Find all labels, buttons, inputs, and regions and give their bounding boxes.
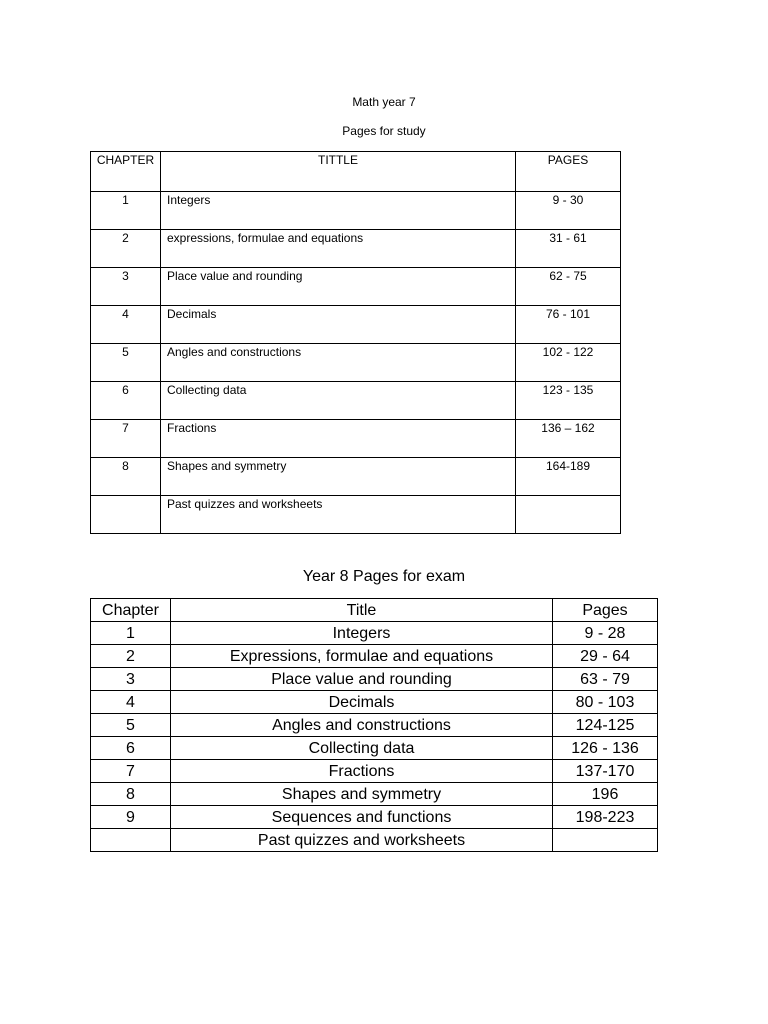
pages-cell: 62 - 75 — [516, 268, 621, 306]
title-cell: Collecting data — [171, 737, 553, 760]
year8-table — [90, 598, 658, 852]
table-row — [91, 622, 658, 645]
title-cell: Decimals — [161, 306, 516, 344]
title-cell: Past quizzes and worksheets — [161, 496, 516, 534]
chapter-cell: 9 — [91, 806, 171, 829]
pages-cell: 136 – 162 — [516, 420, 621, 458]
chapter-cell: 7 — [91, 420, 161, 458]
pages-cell — [553, 829, 658, 852]
chapter-cell: 6 — [91, 737, 171, 760]
chapter-cell: 4 — [91, 306, 161, 344]
year8-header-title: Title — [171, 599, 553, 622]
table-row — [91, 230, 621, 268]
title-cell: Sequences and functions — [171, 806, 553, 829]
title-cell: Place value and rounding — [171, 668, 553, 691]
table-row — [91, 668, 658, 691]
year7-subtitle: Pages for study — [342, 124, 426, 138]
chapter-cell — [91, 829, 171, 852]
table-row — [91, 714, 658, 737]
title-cell: Collecting data — [161, 382, 516, 420]
year8-header-chapter: Chapter — [91, 599, 171, 622]
table-row — [91, 645, 658, 668]
year7-header-title: TITTLE — [161, 152, 516, 192]
table-row — [91, 268, 621, 306]
pages-cell: 196 — [553, 783, 658, 806]
pages-cell: 63 - 79 — [553, 668, 658, 691]
chapter-cell: 3 — [91, 668, 171, 691]
table-row — [91, 737, 658, 760]
table-row — [91, 458, 621, 496]
table-row — [91, 192, 621, 230]
pages-cell: 137-170 — [553, 760, 658, 783]
title-cell: Place value and rounding — [161, 268, 516, 306]
pages-cell: 76 - 101 — [516, 306, 621, 344]
title-cell: Shapes and symmetry — [171, 783, 553, 806]
year7-header-chapter: CHAPTER — [91, 152, 161, 192]
pages-cell — [516, 496, 621, 534]
table-row — [91, 496, 621, 534]
year8-header-pages: Pages — [553, 599, 658, 622]
pages-cell: 29 - 64 — [553, 645, 658, 668]
title-cell: Shapes and symmetry — [161, 458, 516, 496]
title-cell: Angles and constructions — [171, 714, 553, 737]
chapter-cell: 5 — [91, 344, 161, 382]
pages-cell: 31 - 61 — [516, 230, 621, 268]
pages-cell: 126 - 136 — [553, 737, 658, 760]
table-row — [91, 806, 658, 829]
table-row — [91, 420, 621, 458]
chapter-cell: 3 — [91, 268, 161, 306]
title-cell: Expressions, formulae and equations — [171, 645, 553, 668]
chapter-cell: 6 — [91, 382, 161, 420]
year8-title: Year 8 Pages for exam — [302, 568, 466, 585]
pages-cell: 102 - 122 — [516, 344, 621, 382]
title-cell: Past quizzes and worksheets — [171, 829, 553, 852]
year8-header-row — [91, 599, 658, 622]
pages-cell: 123 - 135 — [516, 382, 621, 420]
table-row — [91, 344, 621, 382]
chapter-cell: 1 — [91, 622, 171, 645]
year7-table — [90, 151, 621, 534]
chapter-cell: 2 — [91, 645, 171, 668]
year7-header-pages: PAGES — [516, 152, 621, 192]
chapter-cell: 8 — [91, 783, 171, 806]
pages-cell: 164-189 — [516, 458, 621, 496]
pages-cell: 9 - 28 — [553, 622, 658, 645]
chapter-cell: 8 — [91, 458, 161, 496]
pages-cell: 124-125 — [553, 714, 658, 737]
chapter-cell: 2 — [91, 230, 161, 268]
year7-title: Math year 7 — [352, 95, 416, 109]
table-row — [91, 783, 658, 806]
title-cell: Angles and constructions — [161, 344, 516, 382]
table-row — [91, 829, 658, 852]
pages-cell: 198-223 — [553, 806, 658, 829]
table-row — [91, 691, 658, 714]
chapter-cell: 5 — [91, 714, 171, 737]
chapter-cell: 4 — [91, 691, 171, 714]
title-cell: Fractions — [161, 420, 516, 458]
table-row — [91, 760, 658, 783]
title-cell: expressions, formulae and equations — [161, 230, 516, 268]
chapter-cell — [91, 496, 161, 534]
title-cell: Integers — [161, 192, 516, 230]
chapter-cell: 1 — [91, 192, 161, 230]
chapter-cell: 7 — [91, 760, 171, 783]
title-cell: Integers — [171, 622, 553, 645]
table-row — [91, 382, 621, 420]
title-cell: Fractions — [171, 760, 553, 783]
pages-cell: 9 - 30 — [516, 192, 621, 230]
pages-cell: 80 - 103 — [553, 691, 658, 714]
year7-header-row — [91, 152, 621, 192]
table-row — [91, 306, 621, 344]
title-cell: Decimals — [171, 691, 553, 714]
